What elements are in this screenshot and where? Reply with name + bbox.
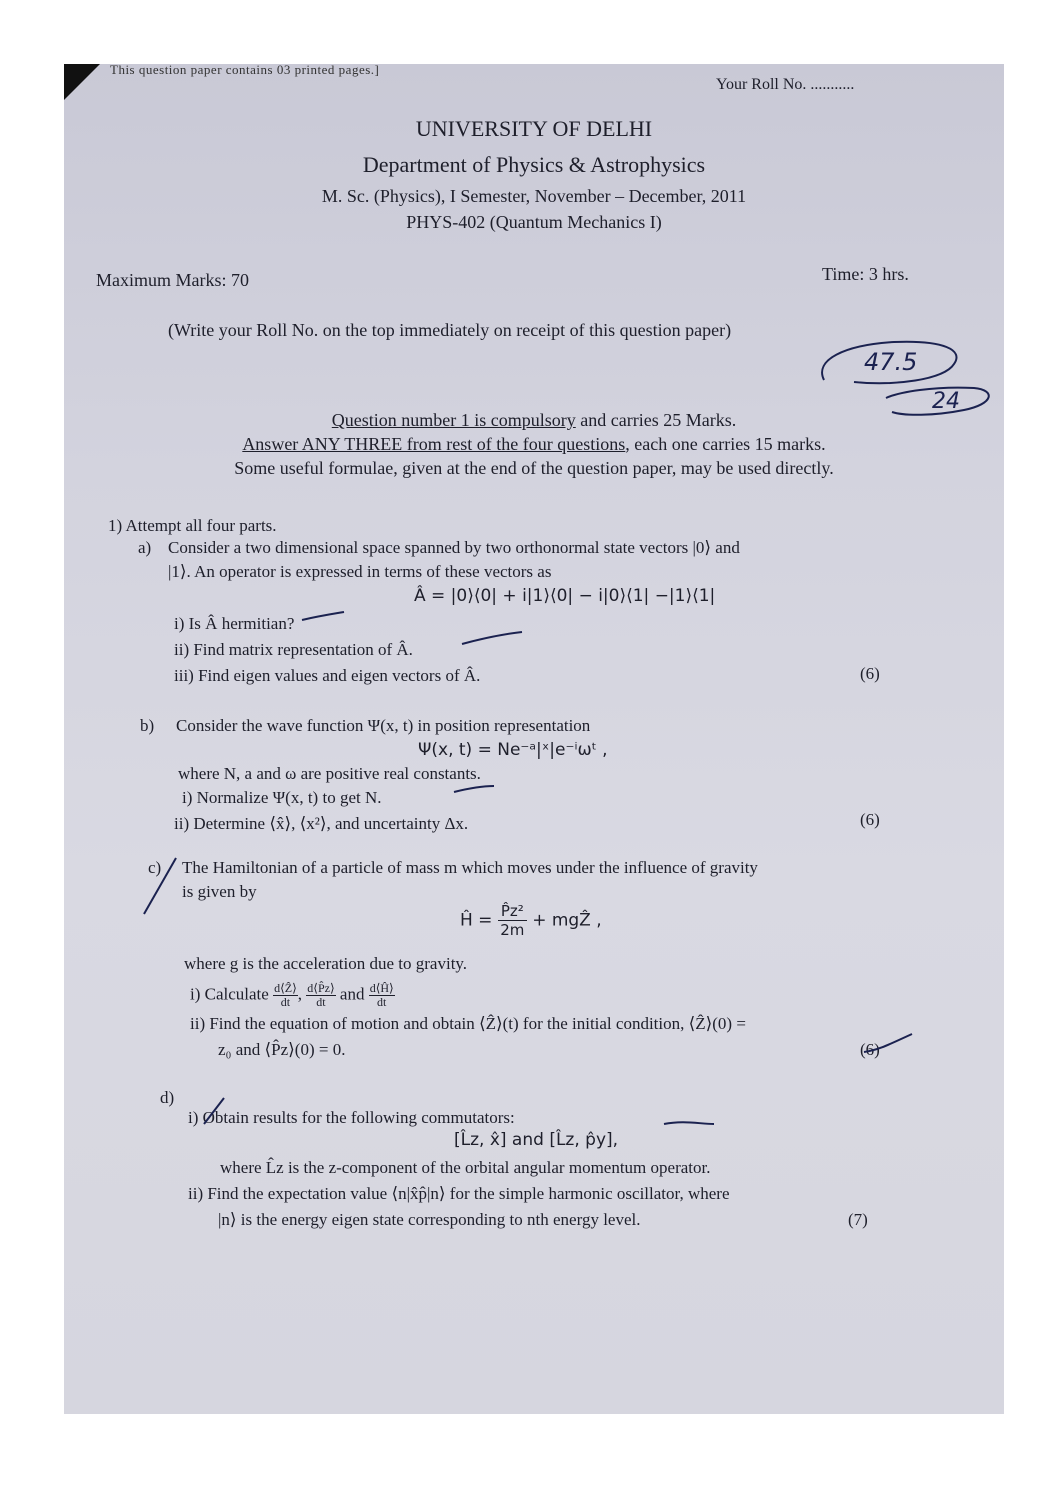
- q1a-part-i: i) Is Â hermitian?: [174, 614, 295, 633]
- roll-instruction: (Write your Roll No. on the top immediately on receipt of this question paper): [168, 320, 732, 340]
- q1c-text-3: where g is the acceleration due to gravity.: [184, 954, 468, 973]
- q1a-text-1: Consider a two dimensional space spanned by two orthonormal state vectors |0⟩ and: [168, 538, 740, 557]
- q1c-eq-denominator: 2m: [500, 921, 525, 939]
- instruction-line-2: [64, 434, 1004, 455]
- q1c-part-i-prefix: i) Calculate: [190, 984, 269, 1004]
- q1a-text-2: |1⟩. An operator is expressed in terms of these vectors as: [168, 562, 552, 581]
- q1c-frac-h-den: dt: [377, 995, 387, 1009]
- q1c-part-ii-line-1: ii) Find the equation of motion and obtain ⟨Ẑ⟩(t) for the initial condition, ⟨Ẑ⟩(0) =: [190, 1014, 746, 1033]
- q1c-text-2: is given by: [182, 882, 257, 901]
- q1c-frac-z: [273, 982, 298, 1009]
- instruction-1-rest: and carries 25 Marks.: [575, 410, 737, 430]
- exam-paper: [64, 64, 1004, 1414]
- q1c-frac-h: [369, 982, 395, 1009]
- q1c-frac-z-num: d⟨Ẑ⟩: [274, 981, 297, 995]
- q1b-text-1: Consider the wave function Ψ(x, t) in position representation: [176, 716, 591, 735]
- q1c-label: c): [148, 858, 162, 877]
- q1b-part-ii: ii) Determine ⟨x̂⟩, ⟨x²⟩, and uncertainty Δx.: [174, 814, 469, 833]
- score-handwritten-1: 47.5: [864, 348, 918, 376]
- q1b-part-i: i) Normalize Ψ(x, t) to get N.: [182, 788, 382, 807]
- q1c-frac-p-den: dt: [316, 995, 326, 1009]
- q1a-part-iii: iii) Find eigen values and eigen vectors of Â.: [174, 666, 481, 685]
- time-allowed: Time: 3 hrs.: [822, 264, 909, 284]
- q1b-text-2: where N, a and ω are positive real constants.: [178, 764, 481, 783]
- q1d-marks: (7): [848, 1210, 868, 1229]
- q1a-equation: Â = |0⟩⟨0| + i|1⟩⟨0| − i|0⟩⟨1| −|1⟩⟨1|: [414, 586, 716, 606]
- course-title: M. Sc. (Physics), I Semester, November – December, 2011: [321, 186, 747, 206]
- q1c-and-word: and: [339, 984, 365, 1004]
- q1a-part-ii: ii) Find matrix representation of Â.: [174, 640, 413, 659]
- department-title: Department of Physics & Astrophysics: [362, 152, 706, 177]
- max-marks: Maximum Marks: 70: [96, 270, 249, 290]
- q1b-label: b): [140, 716, 155, 735]
- q1c-part-ii-line-2: z₀ and ⟨P̂z⟩(0) = 0.: [218, 1040, 346, 1059]
- q1c-part-i: i) Calculate $\frac{\text{d⟨Ẑ⟩}}{dt}$ , $\frac{d⟨P̂z⟩}{dt}$ and $\frac{d⟨Ĥ⟩}{dt}$: [190, 981, 394, 1009]
- q1c-eq-numerator: P̂z²: [498, 902, 527, 921]
- q1c-equation: [460, 902, 602, 939]
- university-title: UNIVERSITY OF DELHI: [415, 116, 653, 141]
- instruction-2-underlined: Answer ANY THREE from rest of the four questions: [242, 434, 626, 454]
- q1c-eq-lhs: Ĥ =: [460, 910, 493, 931]
- instruction-1-underlined: Question number 1 is compulsory: [331, 410, 576, 430]
- q1d-part-i: i) Obtain results for the following commutators:: [188, 1108, 515, 1127]
- top-note: This question paper contains 03 printed pages.]: [110, 64, 380, 77]
- instruction-2-rest: , each one carries 15 marks.: [625, 434, 826, 454]
- q1c-frac-h-num: d⟨Ĥ⟩: [369, 981, 394, 995]
- q1b-marks: (6): [860, 810, 880, 829]
- score-handwritten-2: 24: [932, 389, 960, 414]
- instruction-line-3: Some useful formulae, given at the end of the question paper, may be used directly.: [234, 458, 834, 478]
- roll-number-label: Your Roll No. ...........: [716, 76, 855, 93]
- q1c-eq-fraction: [498, 902, 527, 939]
- q1d-where: where L̂z is the z-component of the orbital angular momentum operator.: [220, 1158, 711, 1177]
- q1d-label: d): [160, 1088, 175, 1107]
- q1c-frac-p: [306, 982, 335, 1009]
- page-corner-shadow: [64, 64, 100, 100]
- instruction-line-1: [64, 410, 1004, 431]
- q1c-text-1: The Hamiltonian of a particle of mass m which moves under the influence of gravity: [182, 858, 758, 877]
- paper-title: PHYS-402 (Quantum Mechanics I): [406, 212, 662, 232]
- q1c-marks: (6): [860, 1040, 880, 1059]
- q1c-frac-z-den: dt: [280, 995, 291, 1009]
- q1b-equation: Ψ(x, t) = Ne⁻ᵃ|ˣ|e⁻ⁱωᵗ ,: [418, 740, 608, 760]
- q1c-eq-rhs: + mgẐ ,: [532, 910, 602, 931]
- q1d-part-ii-line-2: |n⟩ is the energy eigen state corresponding to nth energy level.: [218, 1210, 641, 1229]
- q1d-part-ii-line-1: ii) Find the expectation value ⟨n|x̂p̂|n⟩ for the simple harmonic oscillator, where: [188, 1184, 730, 1203]
- q1c-frac-p-num: d⟨P̂z⟩: [307, 981, 335, 995]
- q1a-label: a): [138, 538, 152, 557]
- q1a-marks: (6): [860, 664, 880, 683]
- q1d-commutators: [L̂z, x̂] and [L̂z, p̂y],: [454, 1130, 619, 1150]
- q1-heading: 1) Attempt all four parts.: [108, 516, 277, 535]
